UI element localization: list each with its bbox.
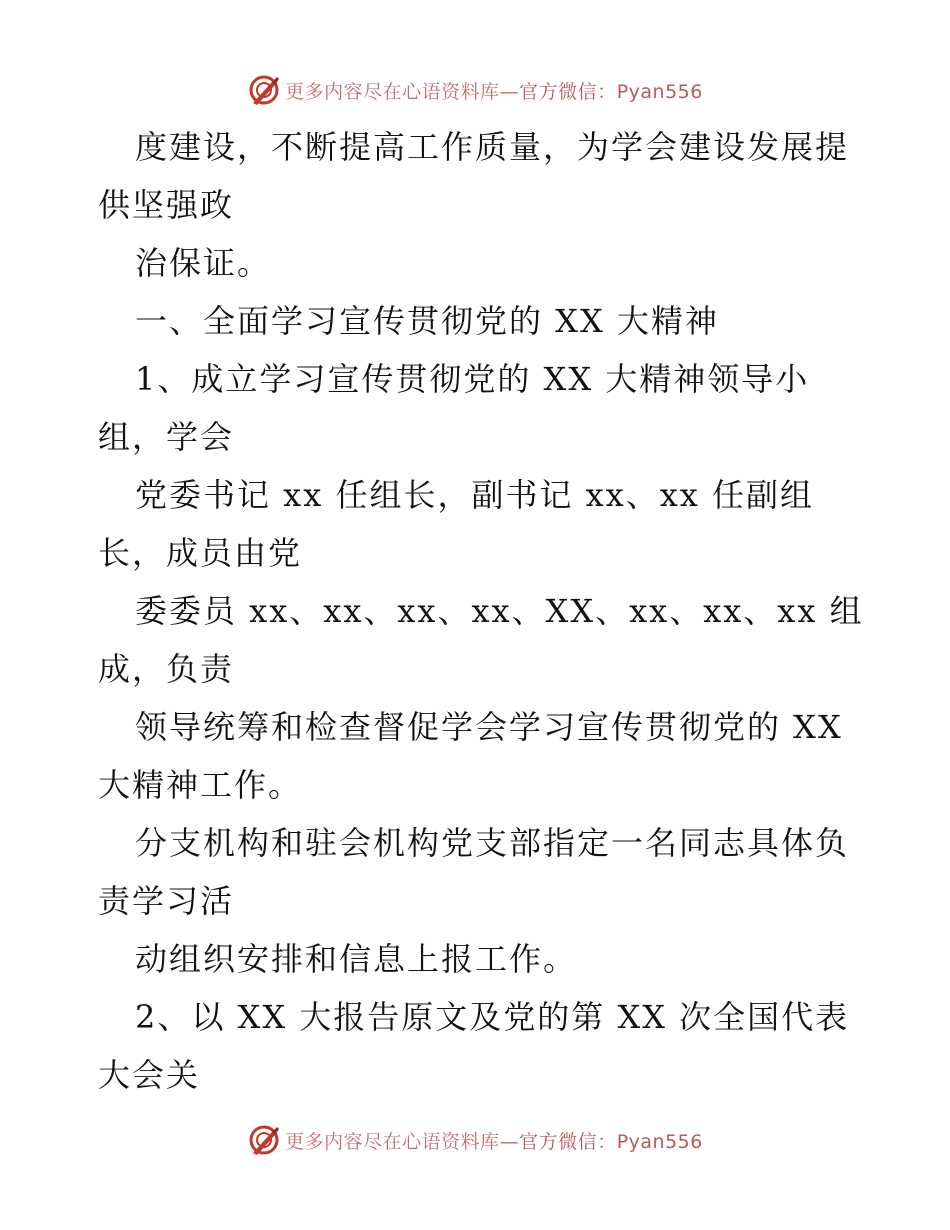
footer-banner-title: 更多内容尽在心语资料库 <box>285 1130 500 1153</box>
footer-banner-separator: — <box>499 1130 520 1153</box>
pen-logo-icon <box>247 73 281 107</box>
body-line-16: 2、以 XX 大报告原文及党的第 XX 次全国代表 <box>135 998 850 1036</box>
body-line-12: 大精神工作。 <box>98 766 303 804</box>
body-line-11: 领导统筹和检查督促学会学习宣传贯彻党的 XX <box>135 708 843 746</box>
header-banner-wechat-label: 官方微信： <box>519 80 617 103</box>
body-line-6: 组，学会 <box>98 418 235 456</box>
body-line-15: 动组织安排和信息上报工作。 <box>135 940 578 978</box>
header-banner-separator: — <box>499 80 520 103</box>
body-line-3: 治保证。 <box>135 244 272 282</box>
section-heading-1: 一、全面学习宣传贯彻党的 XX 大精神 <box>135 302 719 340</box>
header-banner-title: 更多内容尽在心语资料库 <box>285 80 500 103</box>
body-line-2: 供坚强政 <box>98 186 235 224</box>
body-line-1: 度建设，不断提高工作质量，为学会建设发展提 <box>135 128 850 166</box>
body-line-5: 1、成立学习宣传贯彻党的 XX 大精神领导小 <box>135 360 810 398</box>
pen-logo-icon <box>247 1123 281 1157</box>
footer-banner-wechat-id: Pyan556 <box>616 1130 703 1153</box>
body-line-7: 党委书记 xx 任组长，副书记 xx、xx 任副组 <box>135 476 814 514</box>
body-line-17: 大会关 <box>98 1056 201 1094</box>
body-line-10: 成，负责 <box>98 650 235 688</box>
body-line-14: 责学习活 <box>98 882 235 920</box>
footer-banner <box>0 1118 950 1162</box>
footer-banner-text <box>285 1127 703 1154</box>
footer-banner-wechat-label: 官方微信： <box>519 1130 617 1153</box>
body-line-8: 长，成员由党 <box>98 534 303 572</box>
header-banner-text <box>285 77 703 104</box>
document-body <box>98 118 868 1104</box>
header-banner-wechat-id: Pyan556 <box>616 80 703 103</box>
body-line-13: 分支机构和驻会机构党支部指定一名同志具体负 <box>135 824 850 862</box>
body-line-9: 委委员 xx、xx、xx、xx、XX、xx、xx、xx 组 <box>135 592 864 630</box>
header-banner <box>0 68 950 112</box>
